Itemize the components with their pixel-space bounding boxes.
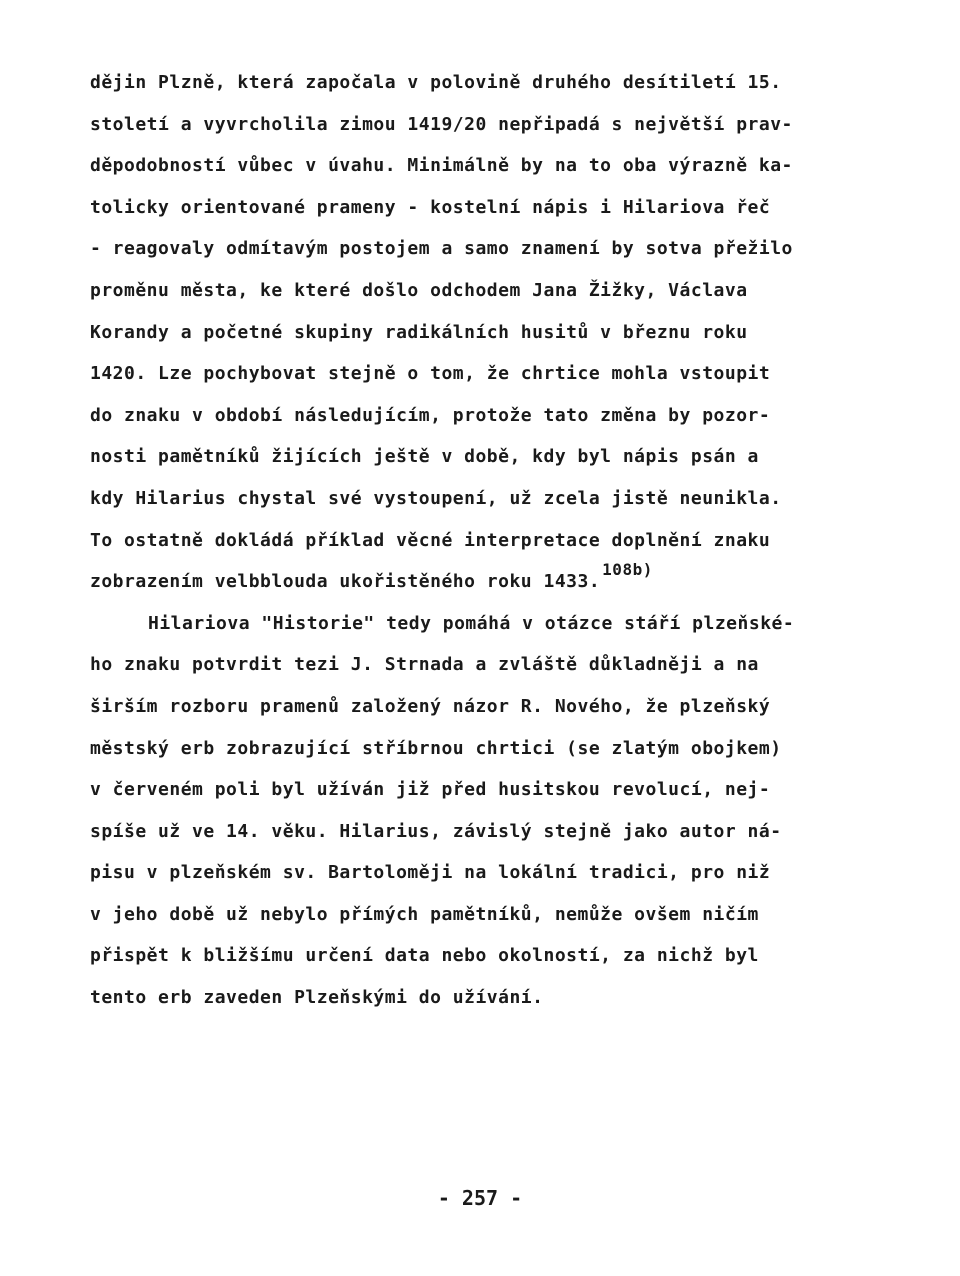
text-line: pisu v plzeňském sv. Bartoloměji na lokální tradici, pro niž	[90, 862, 771, 884]
text-line: městský erb zobrazující stříbrnou chrtici (se zlatým obojkem)	[90, 737, 782, 759]
text-line-indented: Hilariova "Historie" tedy pomáhá v otázce stáří plzeňské-	[148, 612, 795, 634]
text-line: tolicky orientované prameny - kostelní nápis i Hilariova řeč	[90, 196, 771, 218]
text-line: kdy Hilarius chystal své vystoupení, už zcela jistě neunikla.	[90, 487, 782, 509]
text-line: dějin Plzně, která započala v polovině druhého desítiletí 15.	[90, 72, 782, 93]
text-line: Korandy a početné skupiny radikálních husitů v březnu roku	[90, 321, 748, 343]
page-number: - 257 -	[437, 1186, 523, 1210]
paragraph-2	[90, 603, 890, 1019]
text-line: do znaku v období následujícím, protože tato změna by pozor-	[90, 404, 771, 426]
text-line: tento erb zaveden Plzeňskými do užívání.	[90, 987, 544, 1009]
text-line: - reagovaly odmítavým postojem a samo znamení by sotva přežilo	[90, 238, 793, 260]
text-line: ho znaku potvrdit tezi J. Strnada a zvláště důkladněji a na	[90, 654, 759, 676]
footnote-reference: 108b)	[602, 560, 653, 580]
text-line: spíše už ve 14. věku. Hilarius, závislý stejně jako autor ná-	[90, 820, 782, 842]
text-line: století a vyvrcholila zimou 1419/20 nepřipadá s největší prav-	[90, 113, 793, 135]
text-line-content: zobrazením velbblouda ukořistěného roku 1433.	[90, 571, 601, 593]
text-line: přispět k bližšímu určení data nebo okolností, za nichž byl	[90, 945, 759, 967]
text-line-with-footnote	[90, 561, 890, 603]
text-line: děpodobností vůbec v úvahu. Minimálně by na to oba výrazně ka-	[90, 155, 793, 177]
text-line: proměnu města, ke které došlo odchodem Jana Žižky, Václava	[90, 279, 748, 301]
paragraph-1	[90, 62, 890, 603]
body-text	[90, 62, 890, 1019]
text-line: v červeném poli byl užíván již před husitskou revolucí, nej-	[90, 779, 771, 801]
text-line: nosti pamětníků žijících ještě v době, kdy byl nápis psán a	[90, 446, 759, 468]
text-line: v jeho době už nebylo přímých pamětníků, nemůže ovšem ničím	[90, 903, 759, 925]
text-line: To ostatně dokládá příklad věcné interpretace doplnění znaku	[90, 529, 771, 551]
text-line: širším rozboru pramenů založený názor R. Nového, že plzeňský	[90, 695, 771, 717]
text-line: 1420. Lze pochybovat stejně o tom, že chrtice mohla vstoupit	[90, 363, 771, 385]
